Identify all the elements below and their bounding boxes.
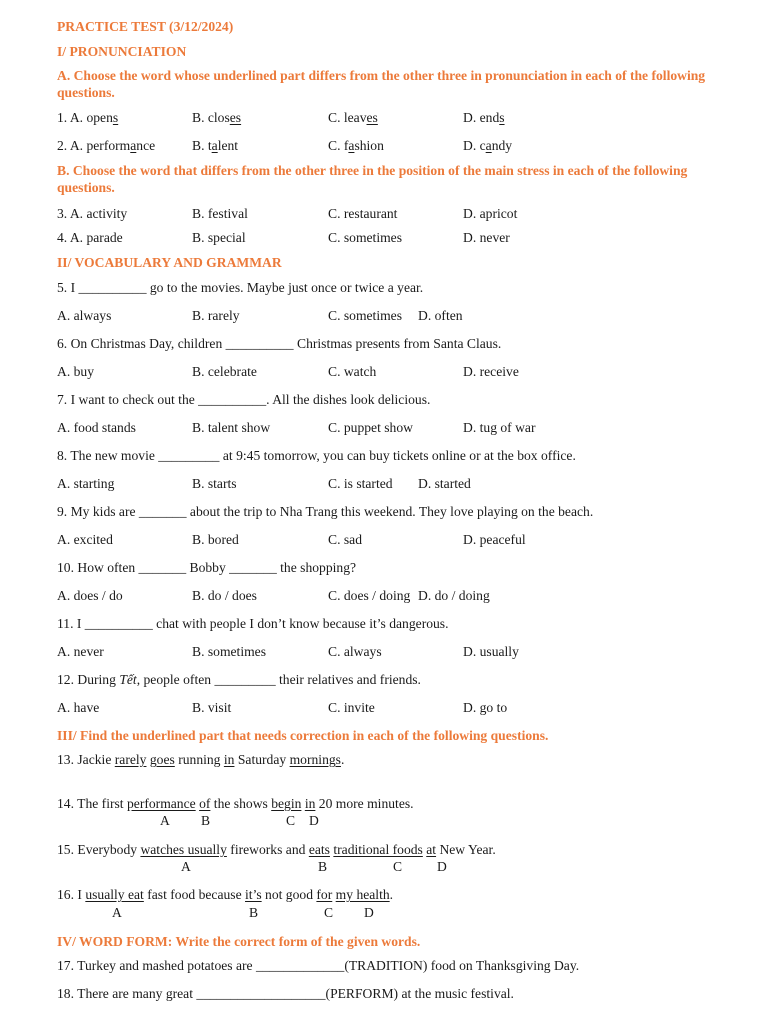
- option-b: B. do / does: [192, 588, 257, 603]
- option-d: D. go to: [463, 700, 508, 715]
- option-d: D. ends: [463, 110, 505, 125]
- marker-d: D: [309, 813, 319, 828]
- marker-a: A: [181, 859, 191, 874]
- option-a: A. never: [57, 644, 104, 659]
- option-a: A. does / do: [57, 588, 123, 603]
- question-8-options: [57, 475, 737, 492]
- question-6: 6. On Christmas Day, children __________ Christmas presents from Santa Claus.: [57, 336, 502, 351]
- option-c: C. invite: [328, 700, 375, 715]
- option-d: D. receive: [463, 364, 519, 379]
- option-c: C. restaurant: [328, 206, 398, 221]
- option-b: B. talent: [192, 138, 239, 153]
- question-2: [57, 137, 737, 154]
- option-a: A. excited: [57, 532, 113, 547]
- option-d: D. do / doing: [418, 588, 490, 603]
- option-b: B. talent show: [192, 420, 271, 435]
- marker-c: C: [286, 813, 296, 828]
- option-b: B. special: [192, 230, 246, 245]
- option-d: D. started: [418, 476, 471, 491]
- question-5-options: [57, 307, 737, 324]
- option-b: B. festival: [192, 206, 248, 221]
- option-c: C. always: [328, 644, 382, 659]
- section-b-instruction: B. Choose the word that differs from the other three in the position of the main stress in each of the following questions.: [57, 163, 688, 195]
- marker-a: A: [112, 905, 122, 920]
- option-d: D. never: [463, 230, 510, 245]
- section-vocabulary-heading: II/ VOCABULARY AND GRAMMAR: [57, 255, 282, 270]
- question-11: 11. I __________ chat with people I don’t know because it’s dangerous.: [57, 616, 449, 631]
- option-d: D. peaceful: [463, 532, 526, 547]
- option-c: C. fashion: [328, 138, 384, 153]
- question-4: [57, 229, 737, 246]
- option-d: D. tug of war: [463, 420, 536, 435]
- option-a: 3. A. activity: [57, 206, 128, 221]
- option-a: A. always: [57, 308, 112, 323]
- marker-b: B: [318, 859, 328, 874]
- question-7: 7. I want to check out the __________. All the dishes look delicious.: [57, 392, 431, 407]
- option-a: A. food stands: [57, 420, 136, 435]
- option-c: C. sad: [328, 532, 362, 547]
- option-b: B. visit: [192, 700, 232, 715]
- option-d: D. apricot: [463, 206, 518, 221]
- question-6-options: [57, 363, 737, 380]
- section-word-form-heading: IV/ WORD FORM: Write the correct form of the given words.: [57, 934, 421, 949]
- question-16: 16. I usually eat fast food because it’s not good for my health.: [57, 887, 394, 902]
- section-pronunciation-heading: I/ PRONUNCIATION: [57, 44, 187, 59]
- option-b: B. celebrate: [192, 364, 257, 379]
- question-5: 5. I __________ go to the movies. Maybe just once or twice a year.: [57, 280, 424, 295]
- question-15: 15. Everybody watches usually fireworks and eats traditional foods at New Year.: [57, 842, 496, 857]
- question-10-options: [57, 587, 737, 604]
- marker-c: C: [393, 859, 403, 874]
- question-8: 8. The new movie _________ at 9:45 tomorrow, you can buy tickets online or at the box office.: [57, 448, 576, 463]
- question-12-options: [57, 699, 737, 716]
- question-18: 18. There are many great ___________________(PERFORM) at the music festival.: [57, 986, 514, 1001]
- question-9-options: [57, 531, 737, 548]
- option-d: D. often: [418, 308, 463, 323]
- question-10: 10. How often _______ Bobby _______ the shopping?: [57, 560, 357, 575]
- marker-b: B: [249, 905, 259, 920]
- option-c: C. does / doing: [328, 588, 411, 603]
- option-a: A. starting: [57, 476, 115, 491]
- question-1: [57, 109, 737, 126]
- option-b: B. bored: [192, 532, 239, 547]
- marker-d: D: [364, 905, 374, 920]
- option-d: D. candy: [463, 138, 513, 153]
- option-b: B. rarely: [192, 308, 240, 323]
- option-b: B. sometimes: [192, 644, 267, 659]
- section-a-instruction: A. Choose the word whose underlined part differs from the other three in pronunciation in each of the following questions.: [57, 68, 706, 100]
- option-b: B. starts: [192, 476, 237, 491]
- marker-a: A: [160, 813, 170, 828]
- marker-b: B: [201, 813, 211, 828]
- option-a: A. buy: [57, 364, 95, 379]
- option-b: B. closes: [192, 110, 242, 125]
- option-c: C. is started: [328, 476, 393, 491]
- page-title: PRACTICE TEST (3/12/2024): [57, 19, 234, 34]
- question-9: 9. My kids are _______ about the trip to Nha Trang this weekend. They love playing on the beach.: [57, 504, 594, 519]
- question-17: 17. Turkey and mashed potatoes are _____________(TRADITION) food on Thanksgiving Day.: [57, 958, 580, 973]
- question-12: 12. During Tết, people often _________ their relatives and friends.: [57, 672, 421, 687]
- question-13: 13. Jackie rarely goes running in Saturday mornings.: [57, 752, 345, 767]
- option-c: C. watch: [328, 364, 377, 379]
- option-c: C. sometimes: [328, 308, 403, 323]
- option-a: 2. A. performance: [57, 138, 156, 153]
- option-c: C. leaves: [328, 110, 378, 125]
- marker-c: C: [324, 905, 334, 920]
- option-a: A. have: [57, 700, 100, 715]
- question-11-options: [57, 643, 737, 660]
- marker-d: D: [437, 859, 447, 874]
- option-c: C. puppet show: [328, 420, 413, 435]
- option-a: 4. A. parade: [57, 230, 123, 245]
- option-d: D. usually: [463, 644, 519, 659]
- question-3: [57, 205, 737, 222]
- question-14: 14. The first performance of the shows begin in 20 more minutes.: [57, 796, 414, 811]
- question-7-options: [57, 419, 737, 436]
- option-c: C. sometimes: [328, 230, 403, 245]
- option-a: 1. A. opens: [57, 110, 119, 125]
- section-error-heading: III/ Find the underlined part that needs correction in each of the following questions.: [57, 728, 549, 743]
